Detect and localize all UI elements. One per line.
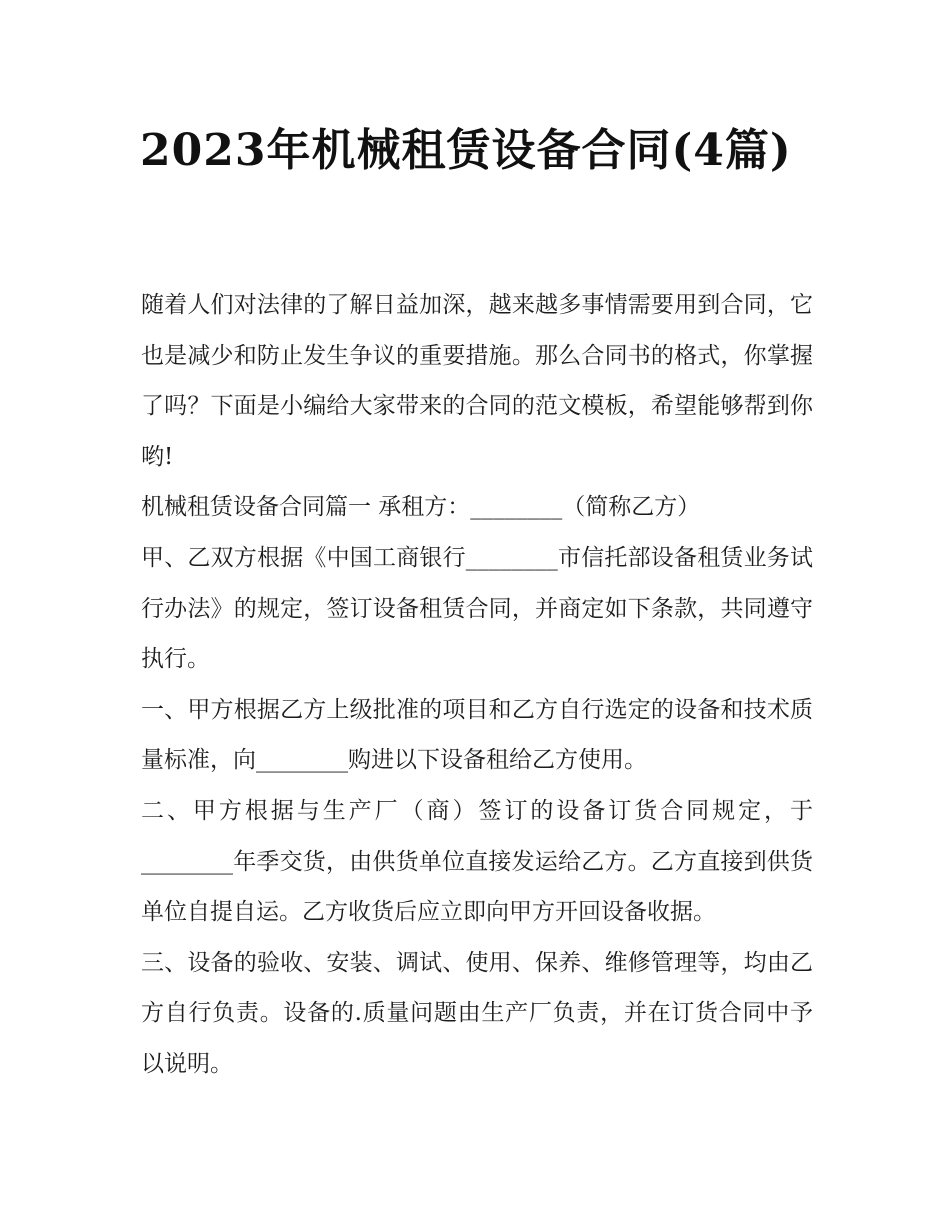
contract-heading-paragraph: 机械租赁设备合同篇一 承租方：________（简称乙方） — [141, 494, 701, 521]
clause-2-paragraph: 二、甲方根据与生产厂（商）签订的设备订货合同规定，于________年季交货，由供货单位直接发运给乙方。乙方直接到供货单位自提自运。乙方收货后应立即向甲方开回设备收据。 — [141, 797, 813, 926]
intro-paragraph: 随着人们对法律的了解日益加深，越来越多事情需要用到合同，它也是减少和防止发生争议的重要措施。那么合同书的格式，你掌握了吗？下面是小编给大家带来的合同的范文模板，希望能够帮到你哟! — [141, 292, 813, 470]
document-body — [141, 280, 813, 1090]
preamble-paragraph: 甲、乙双方根据《中国工商银行________市信托部设备租赁业务试行办法》的规定，签订设备租赁合同，并商定如下条款，共同遵守执行。 — [141, 544, 813, 673]
clause-1-paragraph: 一、甲方根据乙方上级批准的项目和乙方自行选定的设备和技术质量标准，向________购进以下设备租给乙方使用。 — [141, 696, 813, 774]
document-title: 2023年机械租赁设备合同(4篇) — [140, 125, 792, 176]
clause-3-paragraph: 三、设备的验收、安装、调试、使用、保养、维修管理等，均由乙方自行负责。设备的.质量问题由生产厂负责，并在订货合同中予以说明。 — [141, 949, 813, 1077]
